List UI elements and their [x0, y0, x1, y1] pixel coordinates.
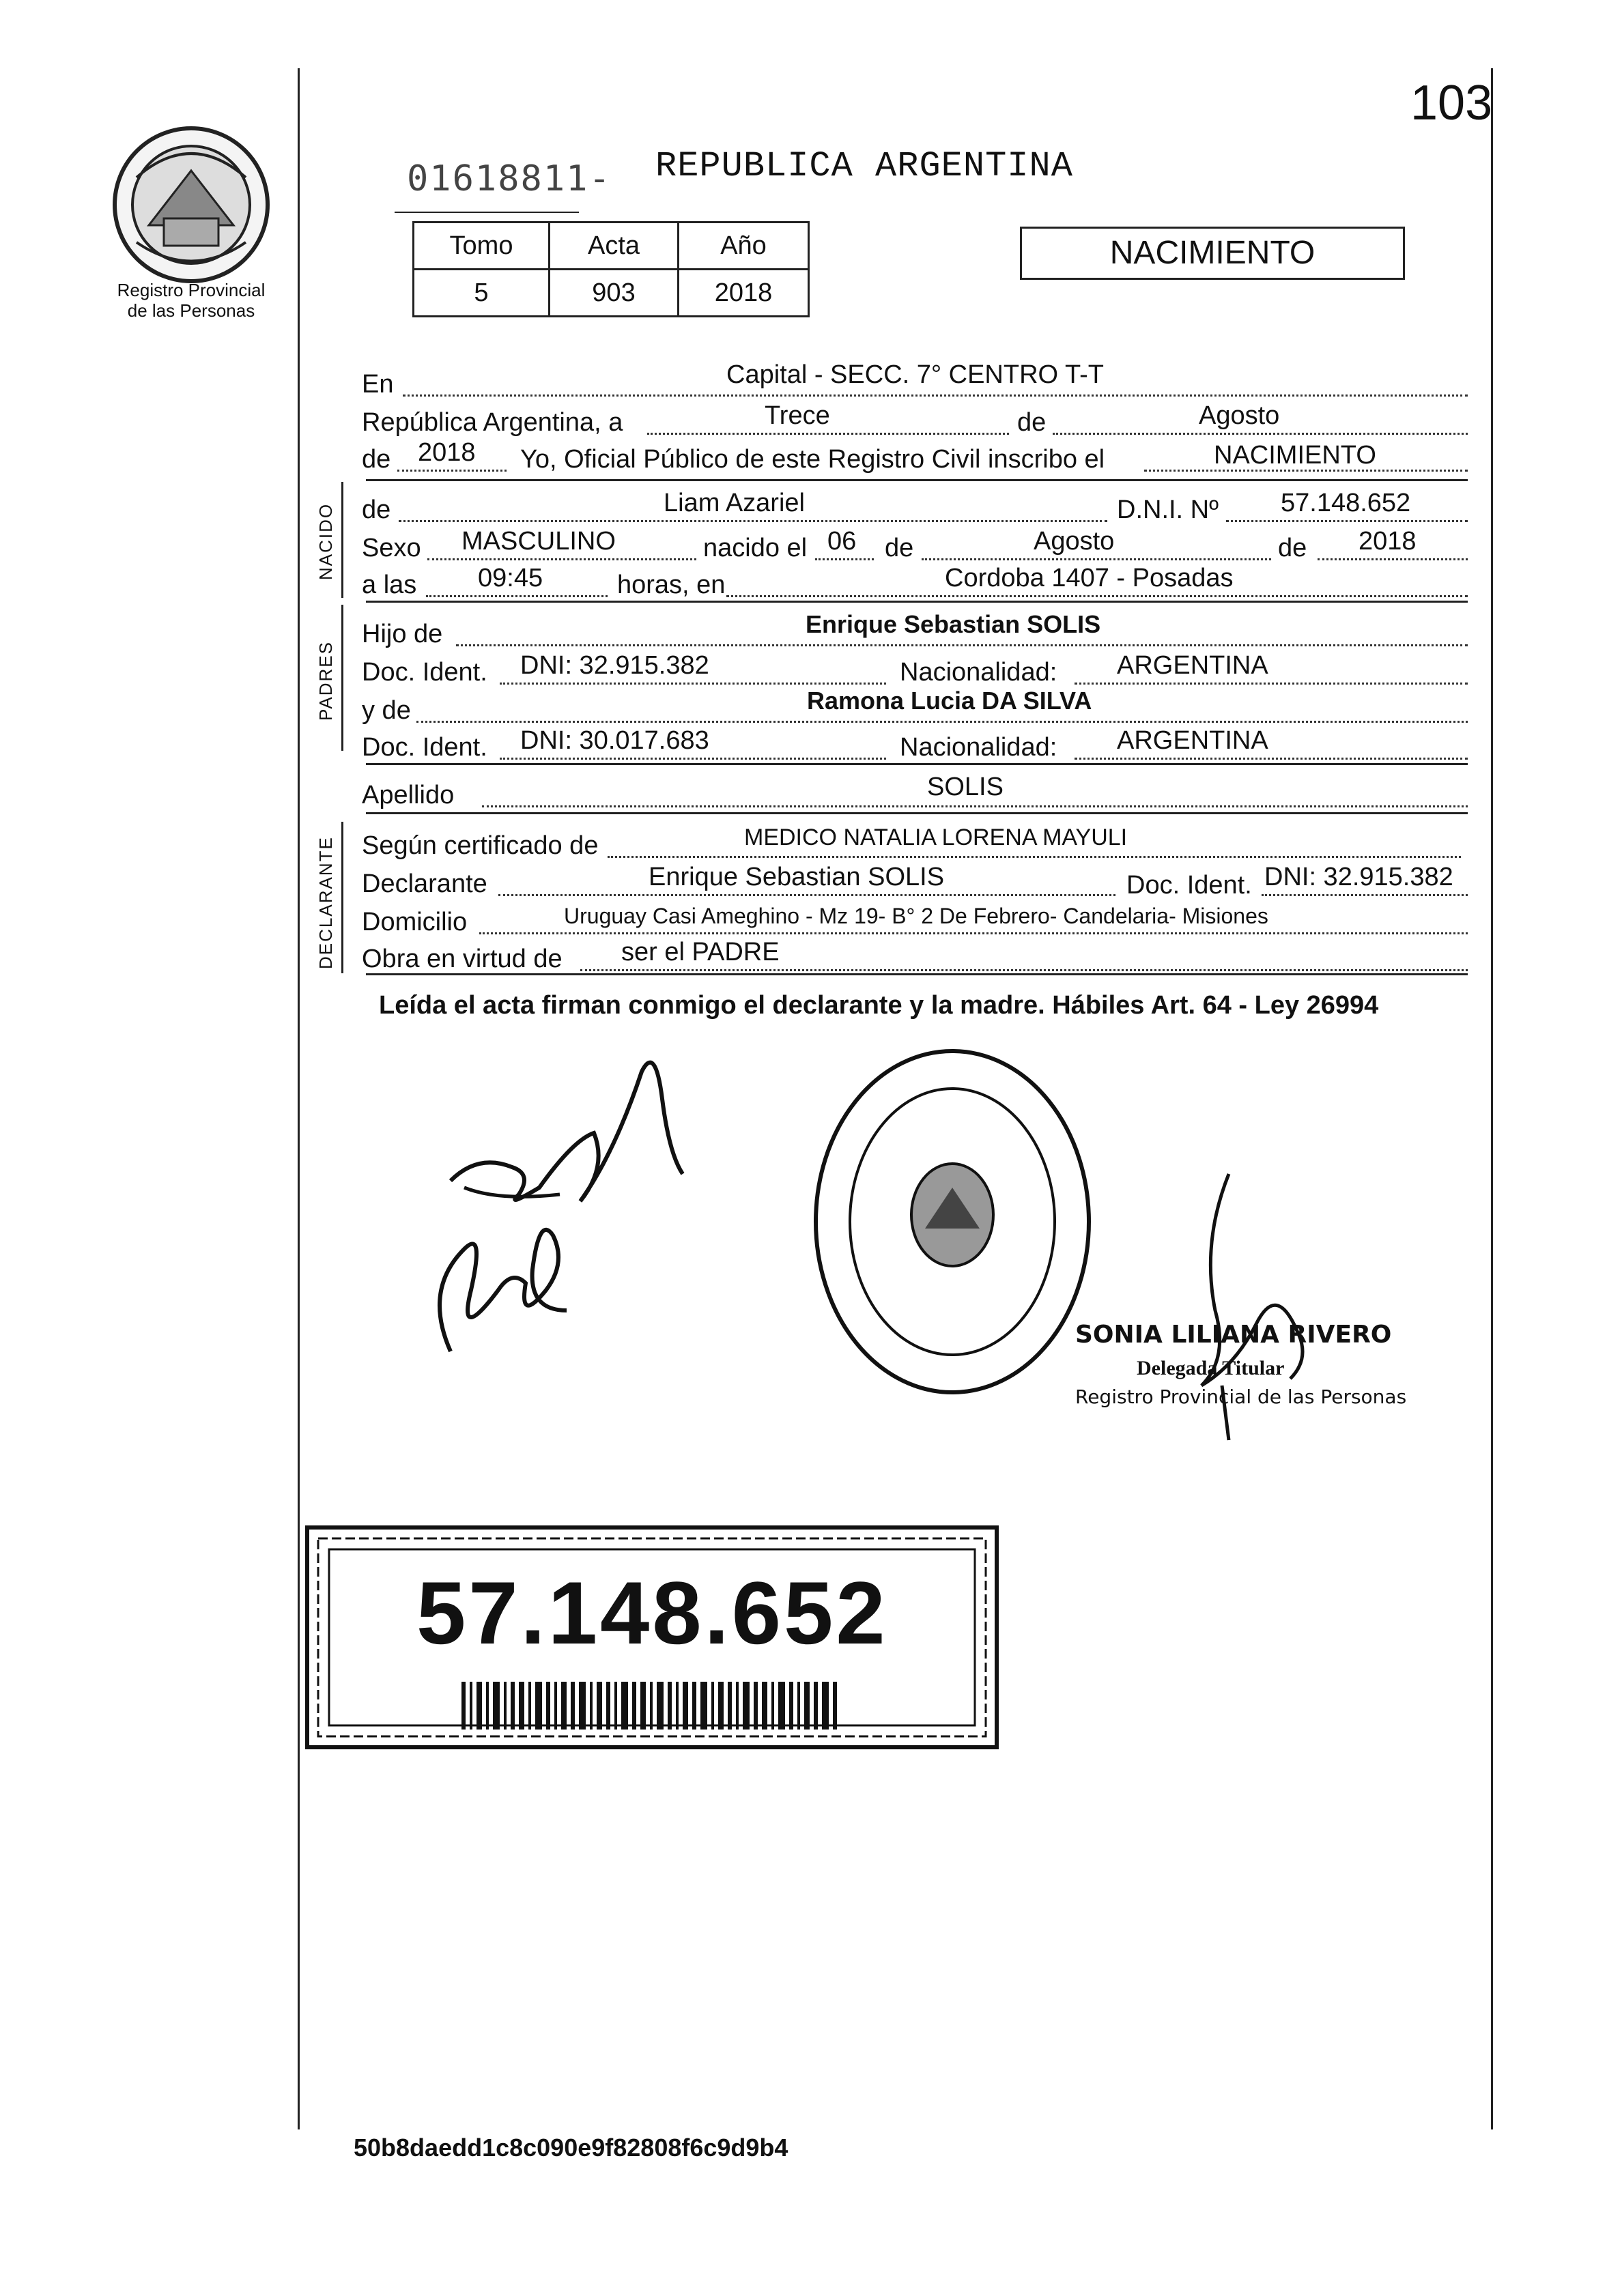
dotted-line — [399, 520, 1107, 522]
month-text-value: Agosto — [1199, 401, 1280, 430]
dni-number: 57.148.652 — [416, 1563, 888, 1663]
serial-number: 01618811- — [407, 158, 612, 199]
label-y-de: y de — [362, 696, 411, 725]
label-en: En — [362, 370, 394, 399]
label-doc-ident: Doc. Ident. — [1126, 871, 1252, 900]
label-domicilio: Domicilio — [362, 908, 468, 936]
label-sexo: Sexo — [362, 534, 421, 562]
father-doc-value: DNI: 32.915.382 — [520, 651, 709, 680]
label-declarante: Declarante — [362, 870, 487, 898]
sex-value: MASCULINO — [461, 527, 616, 556]
dotted-line — [1075, 683, 1468, 685]
dotted-line — [815, 558, 874, 560]
section-divider — [366, 479, 1468, 481]
section-divider — [366, 812, 1468, 814]
barcode — [461, 1682, 840, 1730]
label-nacido-el: nacido el — [703, 534, 808, 562]
father-nationality-value: ARGENTINA — [1117, 651, 1268, 680]
label-segun-certificado: Según certificado de — [362, 831, 599, 860]
label-hijo-de: Hijo de — [362, 620, 443, 648]
mother-doc-value: DNI: 30.017.683 — [520, 726, 709, 755]
surname-value: SOLIS — [927, 773, 1004, 801]
table-cell: 5 — [414, 270, 550, 317]
dotted-line — [1318, 558, 1468, 560]
child-dni-value: 57.148.652 — [1281, 489, 1411, 517]
father-name-value: Enrique Sebastian SOLIS — [806, 610, 1101, 638]
dotted-line — [1262, 894, 1468, 896]
label-de: de — [362, 496, 391, 524]
page-number: 103 — [1410, 76, 1493, 130]
label-obra-en-virtud: Obra en virtud de — [362, 945, 563, 973]
dotted-line — [922, 558, 1271, 560]
country-heading: REPUBLICA ARGENTINA — [655, 146, 1073, 186]
label-de: de — [1278, 534, 1307, 562]
padres-bracket — [341, 605, 343, 751]
declarant-doc-value: DNI: 32.915.382 — [1264, 863, 1453, 891]
registry-caption: Registro Provincial de las Personas — [117, 280, 266, 321]
document-hash: 50b8daedd1c8c090e9f82808f6c9d9b4 — [354, 2134, 788, 2162]
table-cell: 2018 — [679, 270, 809, 317]
table-cell: 903 — [550, 270, 679, 317]
mother-nationality-value: ARGENTINA — [1117, 726, 1268, 755]
birth-month-value: Agosto — [1034, 527, 1115, 556]
dotted-line — [416, 721, 1468, 723]
side-label-nacido: NACIDO — [315, 502, 336, 580]
serial-underline — [395, 212, 579, 213]
year-value: 2018 — [418, 438, 476, 467]
dotted-line — [479, 932, 1468, 934]
act-type-box: NACIMIENTO — [1020, 227, 1405, 280]
label-de: de — [1017, 408, 1047, 437]
table-header: Acta — [550, 223, 679, 270]
birth-year-value: 2018 — [1359, 527, 1417, 556]
tomo-acta-table — [412, 221, 810, 317]
label-yo-oficial: Yo, Oficial Público de este Registro Civil inscribo el — [520, 445, 1105, 474]
dotted-line — [647, 433, 1009, 435]
dotted-line — [426, 595, 608, 597]
dotted-line — [456, 644, 1468, 646]
dotted-line — [498, 894, 1115, 896]
nacido-bracket — [341, 482, 343, 598]
side-label-declarante: DECLARANTE — [315, 836, 336, 969]
birth-day-value: 06 — [827, 527, 857, 556]
label-nacionalidad: Nacionalidad: — [900, 658, 1057, 687]
label-horas-en: horas, en — [617, 571, 726, 599]
province-shield-logo — [109, 123, 273, 287]
child-name-value: Liam Azariel — [664, 489, 805, 517]
birth-place-value: Cordoba 1407 - Posadas — [945, 564, 1234, 592]
certificate-value: MEDICO NATALIA LORENA MAYULI — [744, 824, 1128, 850]
label-doc-ident: Doc. Ident. — [362, 658, 487, 687]
declarant-name-value: Enrique Sebastian SOLIS — [649, 863, 945, 891]
dotted-line — [482, 805, 1468, 807]
dotted-line — [1053, 433, 1468, 435]
declarante-bracket — [341, 822, 343, 973]
registry-seal — [809, 1044, 1096, 1399]
official-name: SONIA LILIANA RIVERO — [1075, 1321, 1392, 1349]
label-doc-ident: Doc. Ident. — [362, 733, 487, 762]
dotted-line — [1226, 520, 1468, 522]
birth-time-value: 09:45 — [478, 564, 543, 592]
by-virtue-value: ser el PADRE — [621, 938, 780, 966]
right-margin-line — [1491, 68, 1493, 2129]
section-divider — [366, 763, 1468, 765]
dotted-line — [403, 394, 1468, 397]
mother-name-value: Ramona Lucia DA SILVA — [807, 687, 1092, 715]
label-apellido: Apellido — [362, 781, 455, 809]
dotted-line — [608, 856, 1461, 858]
place-value: Capital - SECC. 7° CENTRO T-T — [726, 360, 1104, 389]
official-office: Registro Provincial de las Personas — [1075, 1386, 1407, 1408]
official-role: Delegada Titular — [1137, 1357, 1285, 1379]
closing-statement: Leída el acta firman conmigo el declarante y la madre. Hábiles Art. 64 - Ley 26994 — [379, 991, 1379, 1020]
day-text-value: Trece — [765, 401, 830, 430]
dotted-line — [397, 470, 507, 472]
label-republica-a: República Argentina, a — [362, 408, 623, 437]
dotted-line — [1075, 758, 1468, 760]
dotted-line — [500, 683, 886, 685]
label-dni-no: D.N.I. Nº — [1117, 496, 1219, 524]
section-divider — [366, 601, 1468, 603]
left-margin-line — [298, 68, 300, 2129]
label-de: de — [885, 534, 914, 562]
act-value: NACIMIENTO — [1214, 441, 1376, 470]
dotted-line — [427, 558, 696, 560]
address-value: Uruguay Casi Ameghino - Mz 19- B° 2 De Febrero- Candelaria- Misiones — [564, 904, 1268, 928]
dotted-line — [726, 595, 1468, 597]
table-header: Año — [679, 223, 809, 270]
dotted-line — [500, 758, 886, 760]
side-label-padres: PADRES — [315, 641, 336, 721]
dotted-line — [580, 969, 1468, 971]
declarant-signature — [437, 1031, 696, 1235]
section-divider — [366, 973, 1468, 975]
label-nacionalidad: Nacionalidad: — [900, 733, 1057, 762]
label-de: de — [362, 445, 391, 474]
table-header: Tomo — [414, 223, 550, 270]
label-a-las: a las — [362, 571, 417, 599]
mother-signature — [410, 1208, 587, 1365]
